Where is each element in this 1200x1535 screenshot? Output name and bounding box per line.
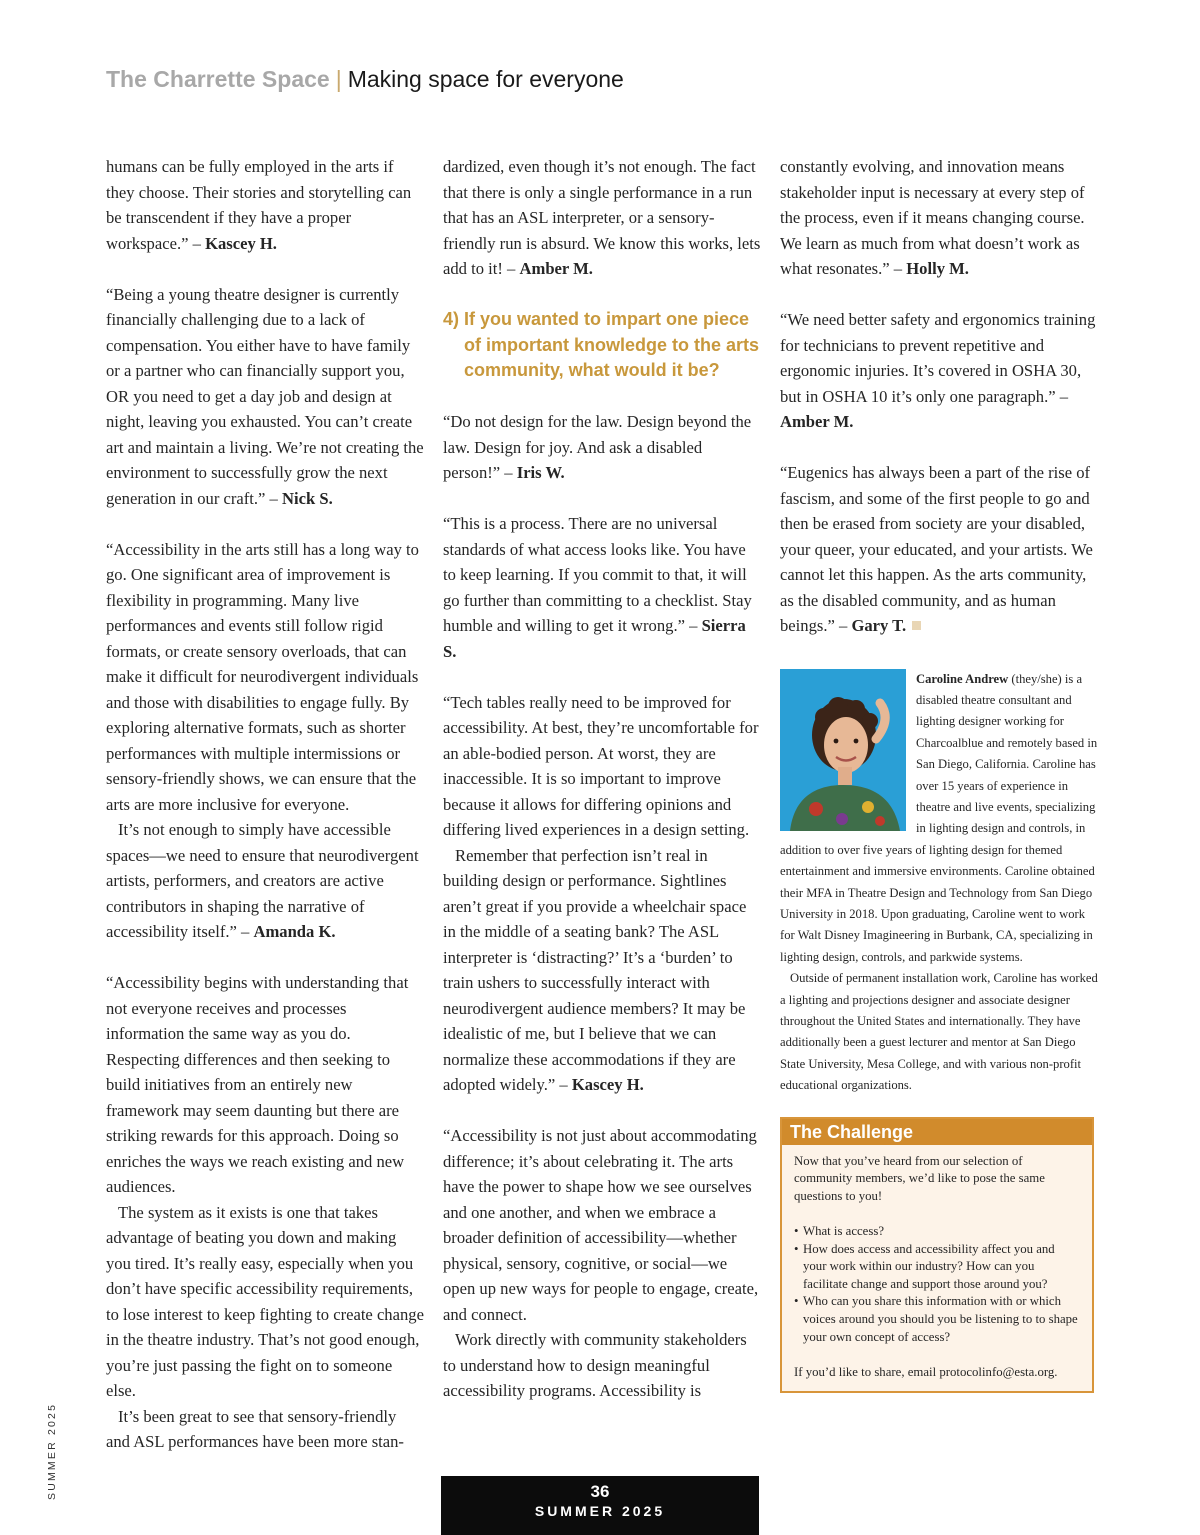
column-2 [443, 154, 761, 1404]
quote-attribution: Sierra S. [443, 616, 746, 661]
quote-attribution: Holly M. [906, 259, 969, 278]
quote-paragraph: “Do not design for the law. Design beyond the law. Design for joy. And ask a disabled person!” – Iris W. [443, 412, 752, 482]
section-title: The Charrette Space [106, 66, 330, 92]
quote-paragraph: “We need better safety and ergonomics training for technicians to prevent repetitive and ergonomic injuries. It’s covered in OSHA 30, but in OSHA 10 it’s only one paragraph.” – Amber M. [780, 310, 1096, 431]
list-item: • How does access and accessibility affect you and your work within our industry? How can you facilitate change and support those around you? [794, 1241, 1080, 1294]
quote-paragraph: dardized, even though it’s not enough. The fact that there is only a single performance in a run that has an ASL interpreter, or a sensory-friendly run is absurd. We know this works, lets add to it! – Amber M. [443, 157, 761, 278]
page-number: 36 [590, 1482, 610, 1501]
quote-paragraph: It’s not enough to simply have accessible spaces—we need to ensure that neurodivergent artists, performers, and creators are active contributors in shaping the narrative of accessibility itself.” – Amanda K. [106, 820, 419, 941]
challenge-outro: If you’d like to share, email protocolinfo@esta.org. [794, 1364, 1058, 1379]
header-divider: | [335, 66, 342, 92]
quote-attribution: Amanda K. [253, 922, 336, 941]
challenge-box [780, 1117, 1094, 1394]
page-footer [441, 1476, 759, 1535]
quote-paragraph: “Accessibility is not just about accommodating difference; it’s about celebrating it. The arts have the power to shape how we see ourselves and one another, and when we embrace a broader definition of accessibility—whether physical, sensory, cognitive, or social—we open up new ways for people to engage, create, and connect. [443, 1126, 759, 1324]
section-subtitle: Making space for everyone [347, 66, 624, 92]
column-3 [780, 154, 1098, 1393]
challenge-intro: Now that you’ve heard from our selection of community members, we’d like to pose the same questions to you! [794, 1153, 1045, 1203]
author-portrait-illustration [780, 669, 906, 831]
challenge-body [782, 1145, 1092, 1392]
quote-attribution: Kascey H. [205, 233, 277, 253]
quote-paragraph: “Accessibility begins with understanding that not everyone receives and processes information the same way as you do. Respecting differences and then seeking to build initiatives from an entirely new framework may seem daunting but there are striking rewards for this approach. Doing so enriches the ways we reach existing and new audiences. [106, 973, 409, 1196]
quote-paragraph: “Tech tables really need to be improved for accessibility. At best, they’re uncomfortable for an able-bodied person. At worst, they are inaccessible. It is so important to improve because it allows for differing opinions and differing lived experiences in a design setting. [443, 692, 759, 839]
quote-attribution: Iris W. [516, 463, 565, 482]
quote-paragraph: “Being a young theatre designer is currently financially challenging due to a lack of compensation. You either have to have family or a partner who can financially support you, OR you need to get a day job and design at night, leaving you exhausted. You can’t create art and maintain a living. We’re not creating the environment to successfully grow the next generation in our craft.” – Nick S. [106, 284, 424, 508]
list-item: • Who can you share this information with or which voices around you should you be listening to to shape your own concept of access? [794, 1293, 1080, 1346]
quote-attribution: Gary T. [851, 616, 907, 635]
quote-paragraph: humans can be fully employed in the arts if they choose. Their stories and storytelling can be transcendent if they have a proper workspace.” – Kascey H. [106, 157, 412, 253]
quote-paragraph: “This is a process. There are no universal standards of what access looks like. You have to keep learning. If you commit to that, it will go further than committing to a checklist. Stay humble and willing to get it wrong.” – Sierra S. [443, 514, 752, 661]
quote-paragraph: Remember that perfection isn’t real in building design or performance. Sightlines aren’t great if you provide a wheelchair space in the middle of a seating bank? The ASL interpreter is ‘distracting?’ It’s a ‘burden’ to train ushers to successfully interact with neurodivergent audience members? It may be idealistic of me, but I believe that we can normalize these accommodations if they are adopted widely.” – Kascey H. [443, 845, 747, 1094]
quote-attribution: Kascey H. [571, 1075, 644, 1094]
column-1 [106, 154, 424, 1455]
author-pronouns: (they/she) [1008, 671, 1062, 686]
challenge-title: The Challenge [782, 1119, 1092, 1145]
author-photo [780, 669, 906, 831]
side-issue-label: SUMMER 2025 [46, 1402, 58, 1500]
quote-attribution: Nick S. [282, 488, 333, 508]
quote-attribution: Amber M. [780, 412, 854, 431]
quote-paragraph: “Accessibility in the arts still has a long way to go. One significant area of improvement is flexibility in programming. Many live performances and events still follow rigid formats, or create sensory overloads, that can make it difficult for neurodivergent individuals and those with disabilities to engage fully. By exploring alternative formats, such as shorter performances with multiple intermissions or sensory-friendly shows, we can ensure that the arts are more inclusive for everyone. [106, 539, 419, 814]
end-of-article-mark [912, 621, 921, 630]
challenge-questions [794, 1223, 1080, 1346]
quote-paragraph: Work directly with community stakeholders to understand how to design meaningful accessibility programs. Accessibility is [443, 1330, 747, 1400]
question-heading: 4) If you wanted to impart one piece of important knowledge to the arts community, what would it be? [443, 309, 760, 380]
quote-attribution: Amber M. [519, 259, 593, 278]
list-item: • What is access? [794, 1223, 1080, 1241]
running-header [106, 66, 624, 93]
bio-paragraph: Caroline Andrew (they/she) is a disabled theatre consultant and lighting designer working for Charcoalblue and remotely based in San Diego, California. Caroline has over 15 years of experience in theatre and live events, specializing in lighting design and controls, in addition to over five years of lighting design for themed entertainment and immersive environments. Caroline obtained their MFA in Theatre Design and Technology from San Diego University in 2018. Upon graduating, Caroline went to work for Walt Disney Imagineering in Burbank, CA, specializing in lighting design, controls, and parkwide systems. [780, 671, 1098, 964]
quote-paragraph: It’s been great to see that sensory-friendly and ASL performances have been more stan- [106, 1406, 404, 1451]
quote-paragraph: “Eugenics has always been a part of the rise of fascism, and some of the first people to go and then be erased from society are your disabled, your queer, your educated, and your artists. We cannot let this happen. As the arts community, as the disabled community, and as human beings.” – Gary T. [780, 463, 1093, 635]
quote-paragraph: constantly evolving, and innovation means stakeholder input is necessary at every step of the process, even if it means changing course. We learn as much from what doesn’t work as what resonates.” – Holly M. [780, 157, 1085, 278]
issue-label: SUMMER 2025 [534, 1503, 666, 1519]
quote-paragraph: The system as it exists is one that takes advantage of beating you down and making you tired. It’s really easy, especially when you don’t have specific accessibility requirements, to lose interest to keep fighting to create change in the theatre industry. That’s not good enough, you’re just passing the fight on to someone else. [106, 1202, 424, 1400]
bio-paragraph: Outside of permanent installation work, Caroline has worked a lighting and projections designer and associate designer throughout the United States and internationally. They have additionally been a guest lecturer and mentor at San Diego State University, Mesa College, and with various non-profit educational organizations. [780, 971, 1098, 1093]
author-name: Caroline Andrew [916, 671, 1009, 686]
author-bio [780, 669, 1098, 1097]
